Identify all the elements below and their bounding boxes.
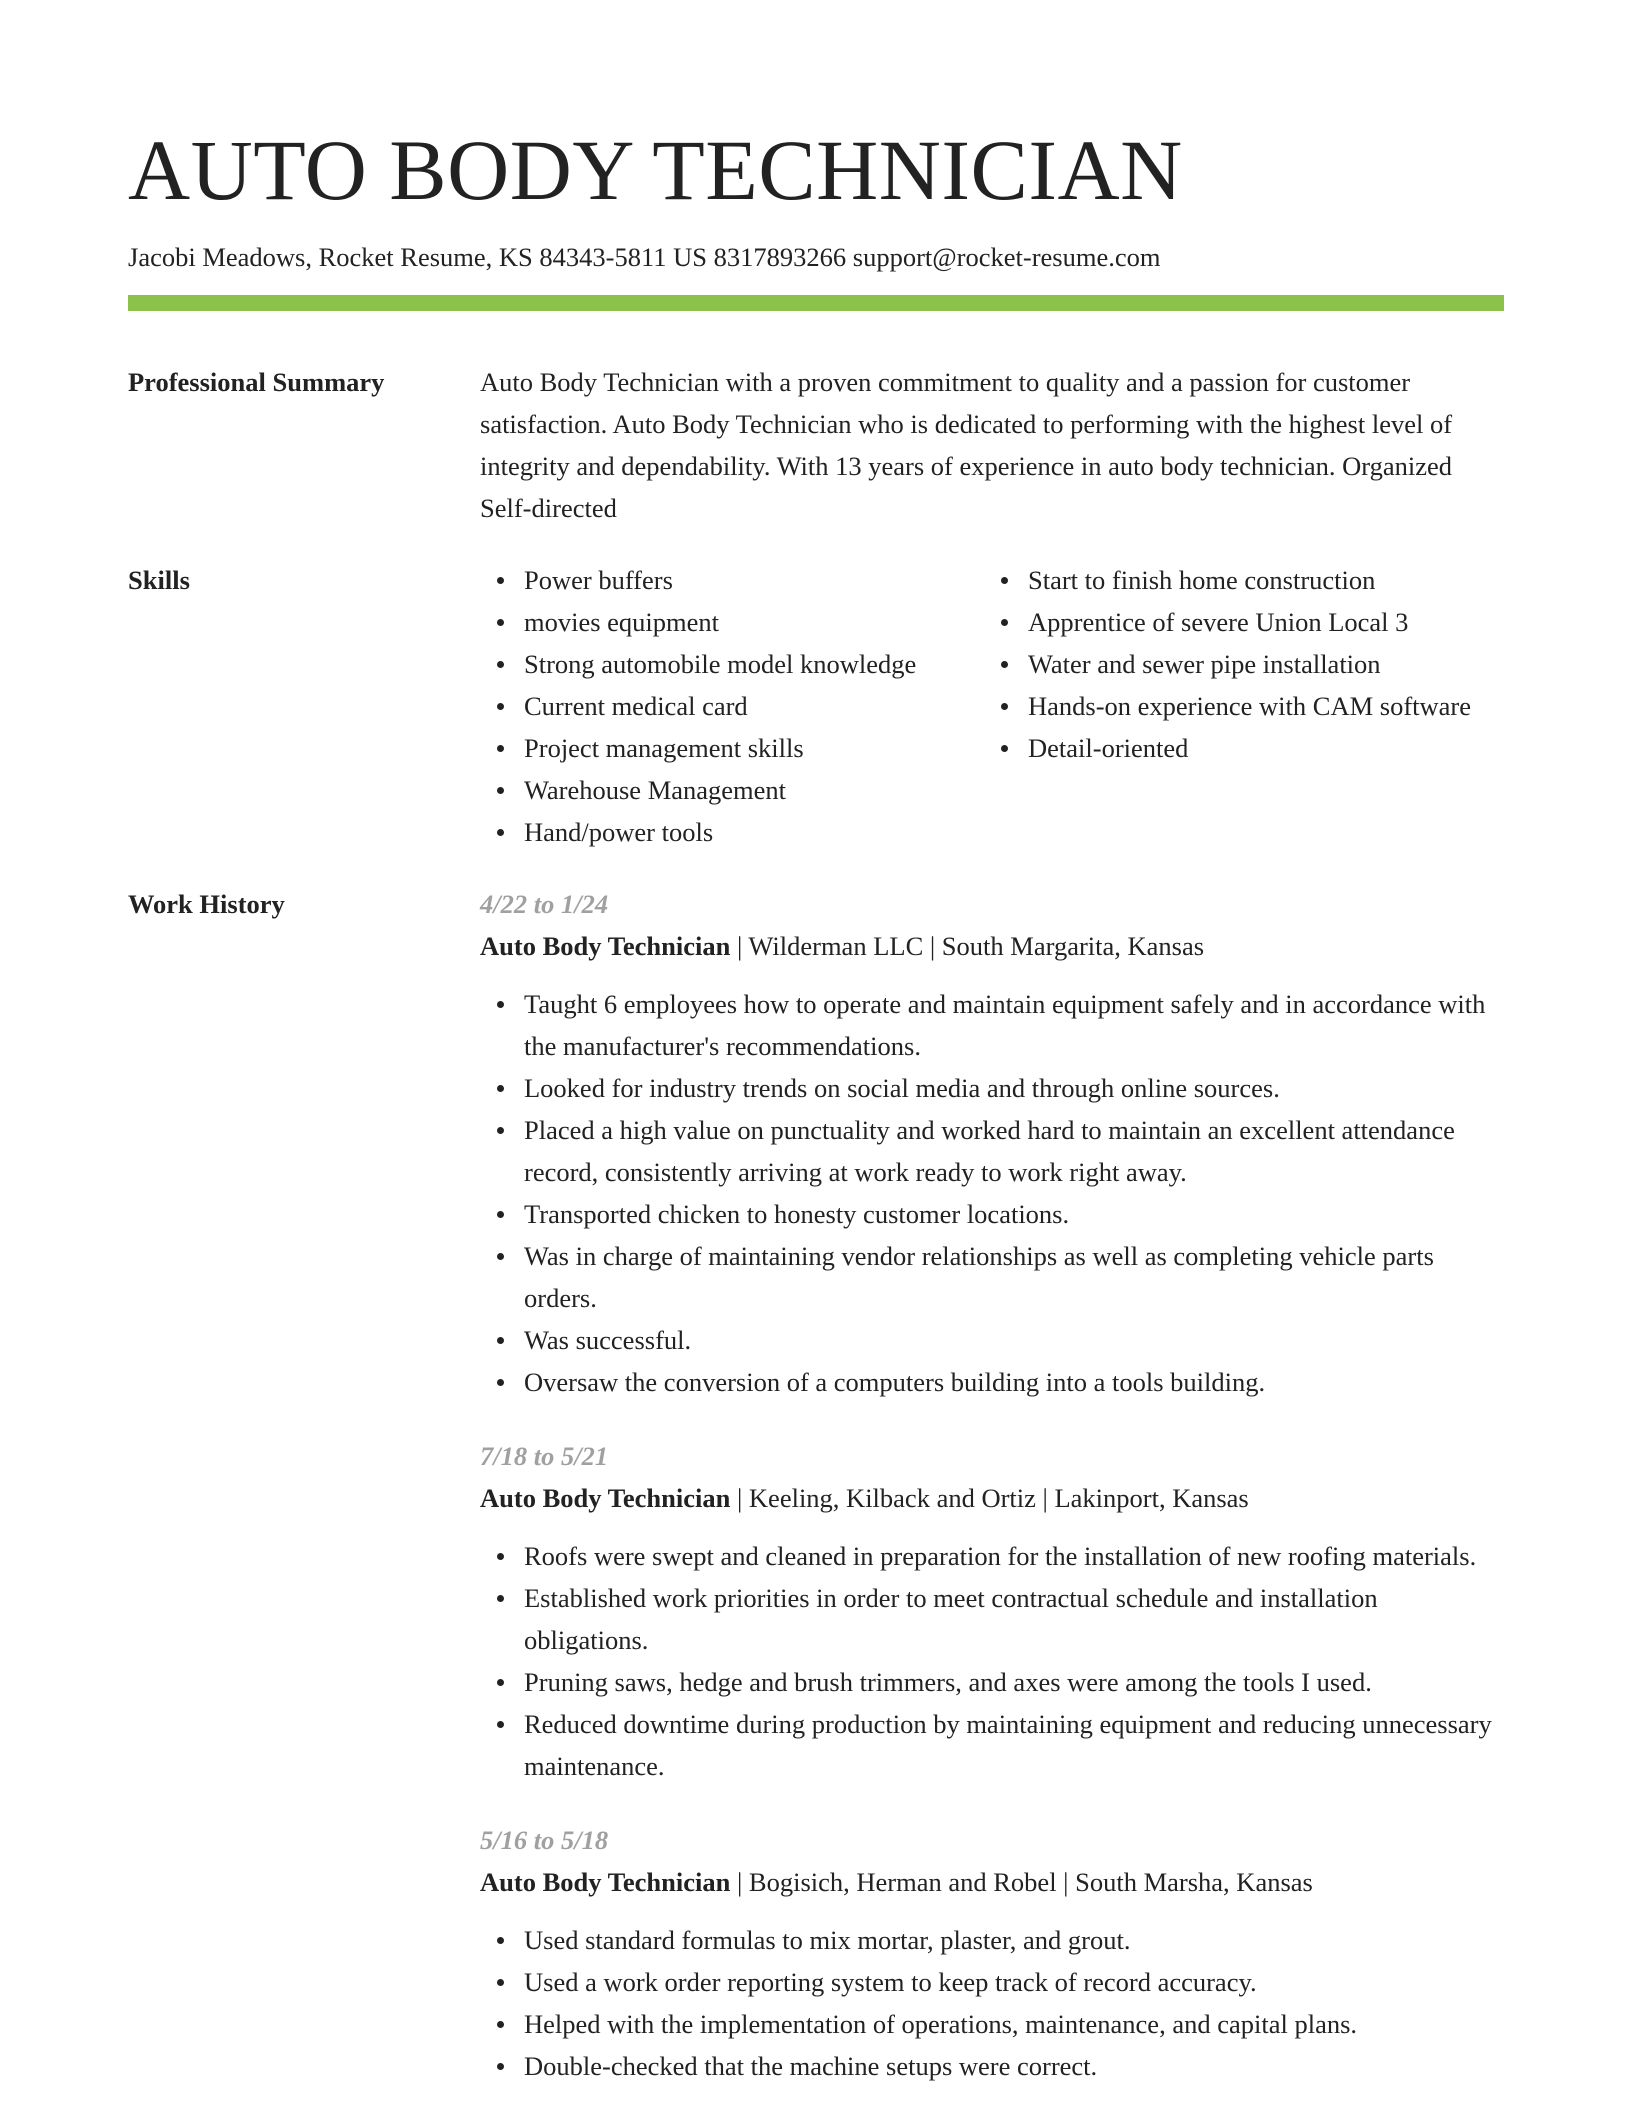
- job-bullet: Taught 6 employees how to operate and maintain equipment safely and in accordance with the manufacturer's recommendations.: [524, 983, 1504, 1067]
- skill-item: Water and sewer pipe installation: [1028, 643, 1494, 685]
- contact-line: Jacobi Meadows, Rocket Resume, KS 84343-5811 US 8317893266 support@rocket-resume.com: [128, 242, 1161, 272]
- job-bullet: Was in charge of maintaining vendor relationships as well as completing vehicle parts orders.: [524, 1235, 1504, 1319]
- job-employer-location: | Wilderman LLC | South Margarita, Kansas: [730, 931, 1205, 961]
- job-dates: 4/22 to 1/24: [480, 889, 609, 919]
- section-label-skills: Skills: [128, 565, 190, 595]
- job-bullet: Looked for industry trends on social media and through online sources.: [524, 1067, 1504, 1109]
- skill-item: Start to finish home construction: [1028, 559, 1494, 601]
- resume-title: AUTO BODY TECHNICIAN: [128, 122, 1183, 218]
- job-dates: 5/16 to 5/18: [480, 1825, 609, 1855]
- skill-item: Detail-oriented: [1028, 727, 1494, 769]
- skill-item: Strong automobile model knowledge: [524, 643, 984, 685]
- job-entry-2: [480, 1435, 1504, 1787]
- job-heading: [480, 1477, 1504, 1519]
- job-employer-location: | Keeling, Kilback and Ortiz | Lakinport, Kansas: [730, 1483, 1249, 1513]
- job-bullets: [480, 983, 1504, 1403]
- job-heading: [480, 1861, 1504, 1903]
- skill-item: Hands-on experience with CAM software: [1028, 685, 1494, 727]
- job-bullet: Helped with the implementation of operations, maintenance, and capital plans.: [524, 2003, 1504, 2045]
- job-bullet: Used standard formulas to mix mortar, plaster, and grout.: [524, 1919, 1504, 1961]
- job-bullet: Was successful.: [524, 1319, 1504, 1361]
- job-bullet: Pruning saws, hedge and brush trimmers, and axes were among the tools I used.: [524, 1661, 1504, 1703]
- accent-divider: [128, 295, 1504, 311]
- resume-page: [128, 0, 1504, 2119]
- job-employer-location: | Bogisich, Herman and Robel | South Marsha, Kansas: [730, 1867, 1313, 1897]
- job-bullet: Established work priorities in order to meet contractual schedule and installation obligations.: [524, 1577, 1504, 1661]
- skill-item: movies equipment: [524, 601, 984, 643]
- skill-item: Power buffers: [524, 559, 984, 601]
- skill-item: Warehouse Management: [524, 769, 984, 811]
- summary-text: Auto Body Technician with a proven commitment to quality and a passion for customer satisfaction. Auto Body Technician who is dedicated to performing with the highest level of integrity and dependability. With 13 years of experience in auto body technician. Organized Self-directed: [480, 367, 1453, 523]
- job-bullets: [480, 1919, 1504, 2087]
- job-dates: 7/18 to 5/21: [480, 1441, 609, 1471]
- skill-item: Project management skills: [524, 727, 984, 769]
- job-entry-1: [480, 883, 1504, 1403]
- job-entry-3: [480, 1819, 1504, 2087]
- section-label-summary: Professional Summary: [128, 367, 385, 397]
- job-bullet: Oversaw the conversion of a computers building into a tools building.: [524, 1361, 1504, 1403]
- skills-list-1: [480, 559, 984, 853]
- job-bullet: Placed a high value on punctuality and worked hard to maintain an excellent attendance record, consistently arriving at work ready to work right away.: [524, 1109, 1504, 1193]
- job-title: Auto Body Technician: [480, 1867, 731, 1897]
- job-bullets: [480, 1535, 1504, 1787]
- job-bullet: Used a work order reporting system to keep track of record accuracy.: [524, 1961, 1504, 2003]
- section-label-work: Work History: [128, 889, 285, 919]
- skill-item: Hand/power tools: [524, 811, 984, 853]
- professional-summary-section: [128, 361, 1504, 529]
- job-bullet: Transported chicken to honesty customer locations.: [524, 1193, 1504, 1235]
- skills-section: [128, 559, 1504, 853]
- job-bullet: Roofs were swept and cleaned in preparation for the installation of new roofing materials.: [524, 1535, 1504, 1577]
- job-title: Auto Body Technician: [480, 931, 731, 961]
- skills-list-2: [984, 559, 1494, 769]
- skill-item: Apprentice of severe Union Local 3: [1028, 601, 1494, 643]
- job-bullet: Reduced downtime during production by maintaining equipment and reducing unnecessary maintenance.: [524, 1703, 1504, 1787]
- job-heading: [480, 925, 1504, 967]
- job-title: Auto Body Technician: [480, 1483, 731, 1513]
- job-bullet: Double-checked that the machine setups were correct.: [524, 2045, 1504, 2087]
- skills-column-1: [480, 559, 984, 853]
- skill-item: Current medical card: [524, 685, 984, 727]
- skills-column-2: [984, 559, 1494, 853]
- work-history-section: [128, 883, 1504, 2119]
